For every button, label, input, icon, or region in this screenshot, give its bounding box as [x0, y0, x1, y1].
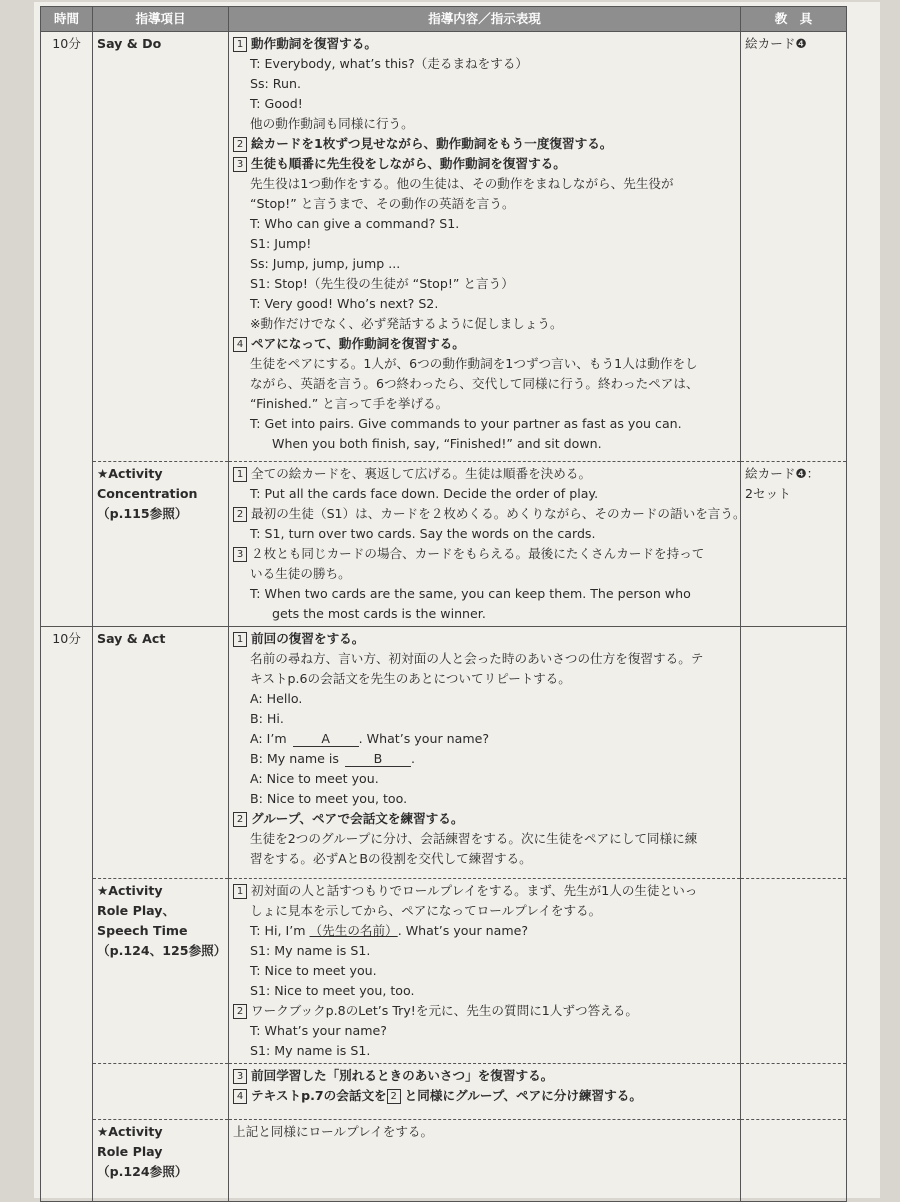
instruction-text: 名前の尋ね方、言い方、初対面の人と会った時のあいさつの仕方を復習する。テ	[250, 651, 704, 666]
instruction-line	[233, 649, 736, 669]
instruction-text: 全ての絵カードを、裏返して広げる。生徒は順番を決める。	[251, 466, 592, 481]
step-number-box: 1	[233, 632, 247, 647]
instruction-text: T: When two cards are the same, you can keep them. The person who	[250, 586, 691, 601]
instruction-line	[233, 729, 736, 749]
instruction-line	[233, 294, 736, 314]
plan-row	[41, 1064, 847, 1120]
instruction-text: B: Nice to meet you, too.	[250, 791, 408, 806]
lesson-plan-page	[34, 2, 880, 1198]
instruction-text: 絵カードを1枚ずつ見せながら、動作動詞をもう一度復習する。	[251, 136, 613, 151]
item-cell	[93, 627, 229, 879]
instruction-text: 先生役は1つ動作をする。他の生徒は、その動作をまねしながら、先生役が	[250, 176, 674, 191]
instruction-line	[233, 1001, 736, 1021]
instruction-line	[233, 334, 736, 354]
step-number-box: 1	[233, 467, 247, 482]
header-content: 指導内容／指示表現	[229, 7, 741, 32]
item-subtitle: （p.115参照）	[97, 506, 188, 521]
instruction-line	[233, 769, 736, 789]
instruction-text: 最初の生徒（S1）は、カードを２枚めくる。めくりながら、そのカードの語いを言う。	[251, 506, 746, 521]
time-cell	[41, 32, 93, 462]
content-cell	[229, 1120, 741, 1202]
instruction-text: T: Hi, I’m	[250, 923, 310, 938]
instruction-line	[233, 154, 736, 174]
instruction-line	[233, 74, 736, 94]
instruction-text: T: Good!	[250, 96, 303, 111]
materials-cell	[741, 32, 847, 462]
instruction-text: T: What’s your name?	[250, 1023, 387, 1038]
item-subtitle: （p.124参照）	[97, 1164, 188, 1179]
instruction-text: T: Put all the cards face down. Decide the order of play.	[250, 486, 599, 501]
instruction-text-tail: . What’s your name?	[358, 731, 490, 746]
item-title: ★Activity	[97, 466, 163, 481]
instruction-line	[233, 849, 736, 869]
instruction-line	[233, 194, 736, 214]
instruction-line	[233, 981, 736, 1001]
time-cell	[41, 1120, 93, 1202]
header-item: 指導項目	[93, 7, 229, 32]
instruction-line	[233, 1086, 736, 1106]
instruction-text: テキストp.7の会話文を	[251, 1088, 387, 1103]
material-item: 2セット	[745, 486, 791, 501]
instruction-line	[233, 274, 736, 294]
instruction-text: しょに見本を示してから、ペアになってロールプレイをする。	[250, 903, 602, 918]
instruction-line	[233, 434, 736, 454]
instruction-text: T: Very good! Who’s next? S2.	[250, 296, 439, 311]
item-cell	[93, 462, 229, 627]
step-number-box: 2	[233, 507, 247, 522]
header-materials: 教 具	[741, 7, 847, 32]
instruction-line	[233, 34, 736, 54]
instruction-text: “Finished.” と言って手を挙げる。	[250, 396, 449, 411]
instruction-line	[233, 114, 736, 134]
instruction-text: いる生徒の勝ち。	[250, 566, 351, 581]
lesson-plan-table	[40, 6, 847, 1202]
instruction-line	[233, 374, 736, 394]
instruction-text: When you both finish, say, “Finished!” and sit down.	[272, 436, 602, 451]
content-cell	[229, 32, 741, 462]
time-cell	[41, 879, 93, 1064]
materials-cell	[741, 1120, 847, 1202]
instruction-text: 生徒をペアにする。1人が、6つの動作動詞を1つずつ言い、もう1人は動作をし	[250, 356, 698, 371]
instruction-text: 前回の復習をする。	[251, 631, 365, 646]
materials-cell	[741, 462, 847, 627]
instruction-line	[233, 749, 736, 769]
instruction-line	[233, 881, 736, 901]
instruction-text: T: Get into pairs. Give commands to your partner as fast as you can.	[250, 416, 682, 431]
item-subtitle: Role Play	[97, 1144, 163, 1159]
instruction-line	[233, 1066, 736, 1086]
item-subtitle: Speech Time	[97, 923, 188, 938]
instruction-text: gets the most cards is the winner.	[272, 606, 486, 621]
step-number-box: 3	[233, 157, 247, 172]
fill-in-blank: A	[293, 731, 359, 747]
instruction-text: S1: Nice to meet you, too.	[250, 983, 415, 998]
instruction-text: 他の動作動詞も同様に行う。	[250, 116, 414, 131]
instruction-line	[233, 1021, 736, 1041]
instruction-text: 生徒も順番に先生役をしながら、動作動詞を復習する。	[251, 156, 566, 171]
instruction-text: グループ、ペアで会話文を練習する。	[251, 811, 464, 826]
instruction-text: S1: Jump!	[250, 236, 312, 251]
step-reference-box: 2	[387, 1089, 401, 1104]
instruction-line	[233, 464, 736, 484]
instruction-line	[233, 1041, 736, 1061]
instruction-text: 上記と同様にロールプレイをする。	[233, 1124, 434, 1139]
content-cell	[229, 879, 741, 1064]
instruction-line	[233, 54, 736, 74]
time-cell	[41, 1064, 93, 1120]
instruction-line	[233, 1122, 736, 1142]
lesson-plan-body	[41, 32, 847, 1202]
instruction-text: T: Nice to meet you.	[250, 963, 377, 978]
item-title: ★Activity	[97, 1124, 163, 1139]
fill-in-blank: B	[345, 751, 411, 767]
instruction-line	[233, 669, 736, 689]
instruction-line	[233, 394, 736, 414]
instruction-text: S1: My name is S1.	[250, 1043, 371, 1058]
header-time: 時間	[41, 7, 93, 32]
instruction-line	[233, 564, 736, 584]
instruction-text: A: I’m	[250, 731, 287, 746]
item-title: Say & Act	[97, 631, 166, 646]
step-number-box: 4	[233, 1089, 247, 1104]
instruction-text: B: My name is	[250, 751, 339, 766]
instruction-text: “Stop!” と言うまで、その動作の英語を言う。	[250, 196, 515, 211]
instruction-line	[233, 504, 746, 524]
instruction-text: Ss: Jump, jump, jump ...	[250, 256, 401, 271]
item-title: ★Activity	[97, 883, 163, 898]
plan-row	[41, 879, 847, 1064]
material-item: 絵カード❹	[745, 36, 807, 51]
item-subtitle: Concentration	[97, 486, 198, 501]
instruction-text: Ss: Run.	[250, 76, 301, 91]
instruction-line	[233, 134, 736, 154]
item-title: Say & Do	[97, 36, 162, 51]
time-cell	[41, 462, 93, 627]
plan-row	[41, 627, 847, 879]
material-item: 絵カード❹：	[745, 466, 820, 481]
instruction-text: ２枚とも同じカードの場合、カードをもらえる。最後にたくさんカードを持って	[251, 546, 705, 561]
instruction-line	[233, 94, 736, 114]
instruction-line	[233, 214, 736, 234]
instruction-text-tail: と同様にグループ、ペアに分け練習する。	[404, 1088, 642, 1103]
instruction-line	[233, 604, 736, 624]
instruction-text: ※動作だけでなく、必ず発話するように促しましょう。	[250, 316, 563, 331]
materials-cell	[741, 879, 847, 1064]
instruction-text: 習をする。必ずAとBの役割を交代して練習する。	[250, 851, 532, 866]
instruction-text: A: Hello.	[250, 691, 303, 706]
instruction-line	[233, 709, 736, 729]
materials-cell	[741, 1064, 847, 1120]
time-value: 10分	[52, 36, 81, 51]
plan-row	[41, 32, 847, 462]
underlined-placeholder: （先生の名前）	[309, 923, 398, 938]
instruction-line	[233, 174, 736, 194]
instruction-text-tail: .	[411, 751, 416, 766]
instruction-line	[233, 354, 736, 374]
instruction-line	[233, 234, 736, 254]
instruction-text: 初対面の人と話すつもりでロールプレイをする。まず、先生が1人の生徒といっ	[251, 883, 698, 898]
instruction-text: S1: Stop!（先生役の生徒が “Stop!” と言う）	[250, 276, 514, 291]
instruction-line	[233, 544, 736, 564]
instruction-text: 前回学習した「別れるときのあいさつ」を復習する。	[251, 1068, 554, 1083]
content-cell	[229, 462, 746, 627]
item-cell	[93, 1120, 229, 1202]
instruction-line	[233, 314, 736, 334]
instruction-line	[233, 789, 736, 809]
step-number-box: 3	[233, 1069, 247, 1084]
item-cell	[93, 879, 229, 1064]
time-cell	[41, 627, 93, 879]
instruction-text-tail: . What’s your name?	[397, 923, 529, 938]
plan-row	[41, 1120, 847, 1202]
item-subtitle: （p.124、125参照）	[97, 943, 227, 958]
step-number-box: 2	[233, 1004, 247, 1019]
instruction-text: ワークブックp.8のLet’s Try!を元に、先生の質問に1人ずつ答える。	[251, 1003, 638, 1018]
step-number-box: 1	[233, 37, 247, 52]
content-cell	[229, 627, 741, 879]
instruction-text: B: Hi.	[250, 711, 284, 726]
step-number-box: 4	[233, 337, 247, 352]
instruction-text: 生徒を2つのグループに分け、会話練習をする。次に生徒をペアにして同様に練	[250, 831, 698, 846]
instruction-line	[233, 829, 736, 849]
instruction-line	[233, 484, 736, 504]
instruction-text: ペアになって、動作動詞を復習する。	[251, 336, 465, 351]
instruction-line	[233, 524, 736, 544]
instruction-line	[233, 809, 736, 829]
instruction-line	[233, 254, 736, 274]
item-cell	[93, 1064, 229, 1120]
item-subtitle: Role Play、	[97, 903, 176, 918]
instruction-text: 動作動詞を復習する。	[251, 36, 377, 51]
instruction-line	[233, 941, 736, 961]
instruction-line	[233, 584, 736, 604]
plan-row	[41, 462, 847, 627]
table-header-row	[41, 7, 847, 32]
step-number-box: 2	[233, 137, 247, 152]
item-cell	[93, 32, 229, 462]
instruction-text: S1: My name is S1.	[250, 943, 371, 958]
instruction-text: キストp.6の会話文を先生のあとについてリピートする。	[250, 671, 571, 686]
instruction-text: A: Nice to meet you.	[250, 771, 379, 786]
instruction-line	[233, 921, 736, 941]
step-number-box: 1	[233, 884, 247, 899]
instruction-text: T: Who can give a command? S1.	[250, 216, 460, 231]
content-cell	[229, 1064, 741, 1120]
instruction-line	[233, 901, 736, 921]
instruction-line	[233, 629, 736, 649]
instruction-line	[233, 414, 736, 434]
step-number-box: 2	[233, 812, 247, 827]
instruction-text: T: S1, turn over two cards. Say the words on the cards.	[250, 526, 596, 541]
step-number-box: 3	[233, 547, 247, 562]
instruction-text: ながら、英語を言う。6つ終わったら、交代して同様に行う。終わったペアは、	[250, 376, 699, 391]
time-value: 10分	[52, 631, 81, 646]
materials-cell	[741, 627, 847, 879]
instruction-line	[233, 961, 736, 981]
instruction-text: T: Everybody, what’s this?（走るまねをする）	[250, 56, 529, 71]
instruction-line	[233, 689, 736, 709]
